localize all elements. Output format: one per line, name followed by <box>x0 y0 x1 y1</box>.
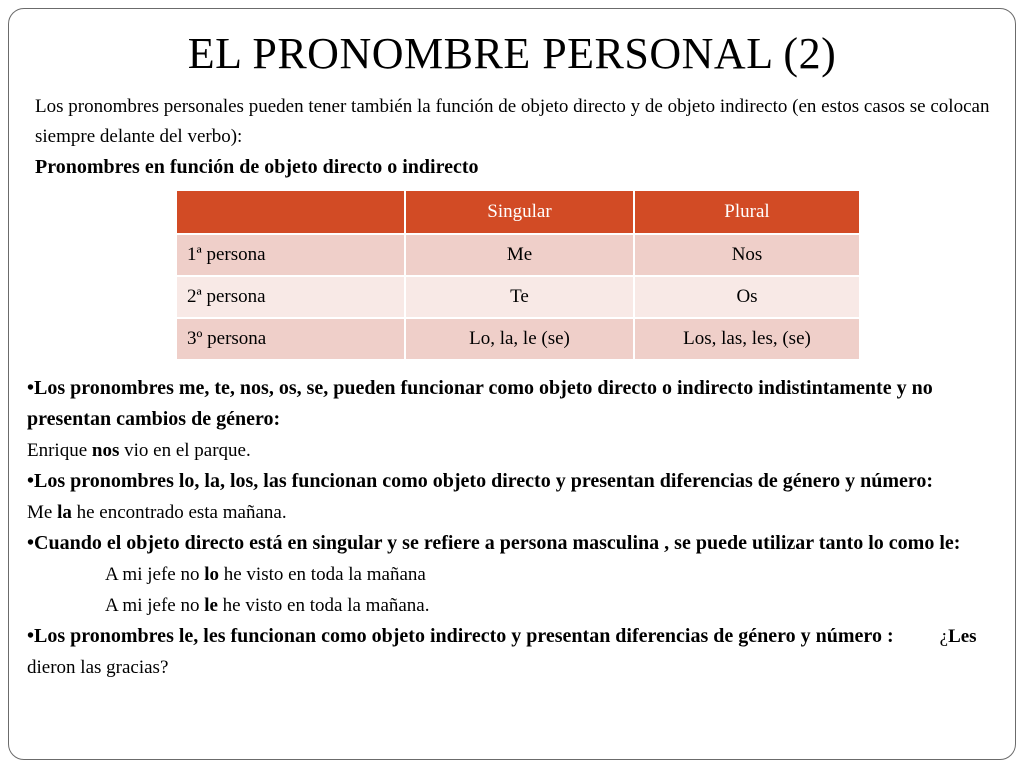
table-header-plural: Plural <box>634 191 859 234</box>
table-cell-singular: Me <box>405 234 634 276</box>
point-1: •Los pronombres me, te, nos, os, se, pueden funcionar como objeto directo o indirecto indistintamente y no presentan cambios de género: <box>27 377 933 430</box>
point-4-line <box>27 621 997 683</box>
table-header-empty <box>177 191 405 234</box>
intro-text: Los pronombres personales pueden tener también la función de objeto directo y de objeto indirecto (en estos casos se colocan siempre delante del verbo): <box>35 96 990 147</box>
example-2-bold: la <box>57 502 72 523</box>
table-cell-plural: Os <box>634 276 859 318</box>
table-header-row <box>177 191 859 234</box>
table-cell-plural: Nos <box>634 234 859 276</box>
example-4-bold: Les <box>948 626 977 647</box>
table-header-singular: Singular <box>405 191 634 234</box>
point-3: •Cuando el objeto directo está en singular y se refiere a persona masculina , se puede utilizar tanto lo como le: <box>27 532 961 554</box>
table-row <box>177 276 859 318</box>
example-4-post: dieron las gracias? <box>27 657 169 678</box>
table-cell-person: 2ª persona <box>177 276 405 318</box>
example-3b-pre: A mi jefe no <box>105 595 205 616</box>
explanation-block <box>27 373 997 683</box>
point-2: •Los pronombres lo, la, los, las funcionan como objeto directo y presentan diferencias de género y número: <box>27 470 934 492</box>
point-4: •Los pronombres le, les funcionan como objeto indirecto y presentan diferencias de género y número : <box>27 625 894 647</box>
table-row <box>177 318 859 359</box>
table-cell-plural: Los, las, les, (se) <box>634 318 859 359</box>
example-3a-post: he visto en toda la mañana <box>218 564 426 585</box>
slide-title: EL PRONOMBRE PERSONAL (2) <box>187 29 837 78</box>
example-3b-bold: le <box>204 595 218 616</box>
example-1-pre: Enrique <box>27 440 92 461</box>
example-2-pre: Me <box>27 502 58 523</box>
example-3b <box>27 590 997 621</box>
example-2-post: he encontrado esta mañana. <box>71 502 287 523</box>
table-cell-singular: Lo, la, le (se) <box>405 318 634 359</box>
example-3a-pre: A mi jefe no <box>105 564 205 585</box>
table-cell-person: 1ª persona <box>177 234 405 276</box>
example-1-bold: nos <box>91 440 120 461</box>
example-3a-bold: lo <box>204 564 219 585</box>
example-4-pre: ¿ <box>939 626 949 647</box>
example-3a <box>27 559 997 590</box>
table-cell-person: 3º persona <box>177 318 405 359</box>
table-row <box>177 234 859 276</box>
example-1-post: vio en el parque. <box>119 440 251 461</box>
example-3b-post: he visto en toda la mañana. <box>217 595 430 616</box>
intro-block <box>35 92 995 182</box>
example-1 <box>27 435 997 466</box>
table-cell-singular: Te <box>405 276 634 318</box>
pronoun-table <box>177 191 859 359</box>
example-2 <box>27 497 997 528</box>
table-subtitle: Pronombres en función de objeto directo o indirecto <box>35 156 479 178</box>
